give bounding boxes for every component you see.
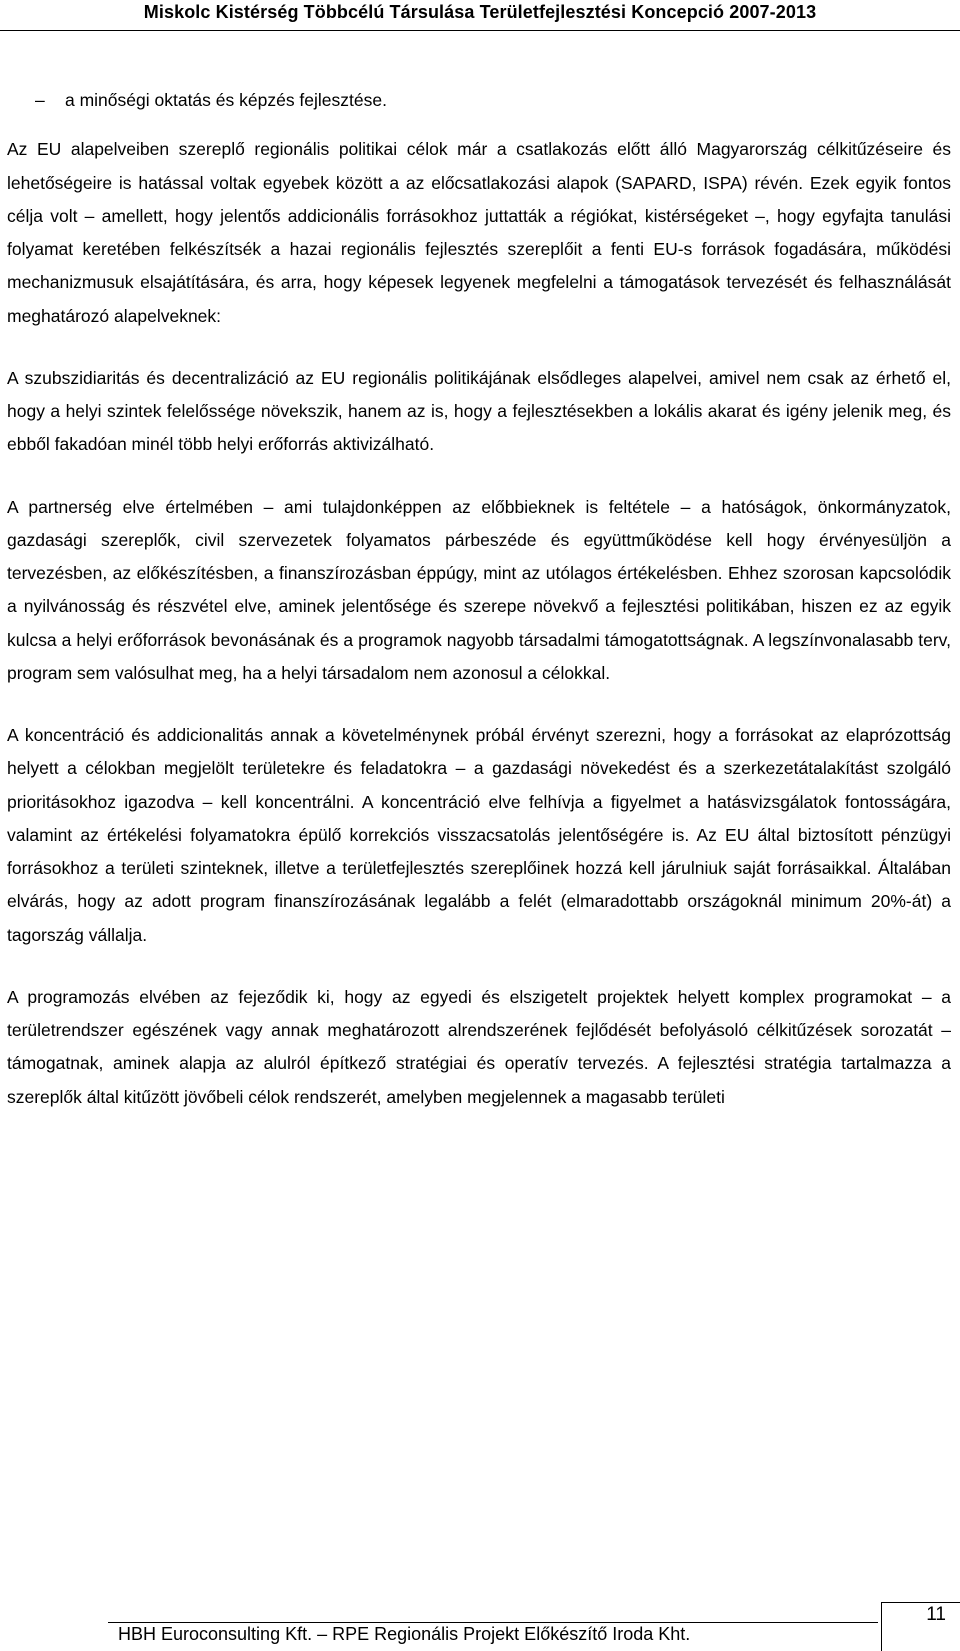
footer-divider — [108, 1622, 878, 1623]
header-title: Miskolc Kistérség Többcélú Társulása Területfejlesztési Koncepció 2007-2013 — [143, 2, 817, 22]
bullet-dash: – — [35, 90, 45, 110]
bullet-text: a minőségi oktatás és képzés fejlesztése. — [65, 90, 387, 110]
page-number-box — [881, 1602, 960, 1651]
page-footer — [0, 1622, 960, 1650]
paragraph-eu-principles: Az EU alapelveiben szereplő regionális politikai célok már a csatlakozás előtt álló Magyarország célkitűzéseire és lehetőségeire is hatással voltak egyebek között a az előcsatlakozási alapok (SAPARD, ISPA) révén. Ezek egyik fontos célja volt – amellett, hogy jelentős addicionális forrásokhoz juttatták a régiókat, kistérségeket –, hogy egyfajta tanulási folyamat keretében felkészítsék a hazai regionális fejlesztés szereplőit a fenti EU-s források fogadására, működési mechanizmusuk elsajátítására, és arra, hogy képesek legyenek megfelelni a támogatások tervezését és felhasználását meghatározó alapelveknek: — [7, 139, 951, 326]
paragraph-subsidiarity: A szubszidiaritás és decentralizáció az EU regionális politikájának elsődleges alapelvei, amivel nem csak az érhető el, hogy a helyi szintek felelőssége növekszik, hanem az is, hogy a fejlesztésekben a lokális akarat és igény jelenik meg, és ebből fakadóan minél több helyi erőforrás aktivizálható. — [7, 367, 951, 455]
footer-text: HBH Euroconsulting Kft. – RPE Regionális Projekt Előkészítő Iroda Kht. — [118, 1624, 691, 1644]
paragraph-concentration: A koncentráció és addicionalitás annak a követelménynek próbál érvényt szerezni, hogy a forrásokat az elaprózottság helyett a célokban megjelölt területekre és feladatokra – a gazdasági növekedést és a szerkezetátalakítást szolgáló prioritásokhoz igazodva – kell koncentrálni. A koncentráció elve felhívja a figyelmet a hatásvizsgálatok fontosságára, valamint az értékelési folyamatokra épülő korrekciós visszacsatolás jelentőségére is. Az EU által biztosított pénzügyi forrásokhoz a területi szinteknek, illetve a területfejlesztés szereplőinek hozzá kell járulniuk saját forrásaikkal. Általában elvárás, hogy az adott program finanszírozásának legalább a felét (elmaradottabb országoknál minimum 20%-át) a tagország vállalja. — [7, 725, 951, 945]
bullet-item — [7, 84, 951, 117]
paragraph-programming: A programozás elvében az fejeződik ki, hogy az egyedi és elszigetelt projektek helyett komplex programokat – a területrendszer egészének vagy annak meghatározott alrendszerének fejlődését befolyásoló célkitűzések sorozatát – támogatnak, aminek alapja az alulról építkező stratégiai és operatív tervezés. A fejlesztési stratégia tartalmazza a szereplők által kitűzött jövőbeli célok rendszerét, amelyben megjelennek a magasabb területi — [7, 986, 951, 1107]
page-number: 11 — [926, 1604, 946, 1625]
page-header — [0, 0, 960, 31]
paragraph-partnership: A partnerség elve értelmében – ami tulajdonképpen az előbbieknek is feltétele – a hatóságok, önkormányzatok, gazdasági szereplők, civil szervezetek folyamatos párbeszéde és együttműködése kell hogy érvényesüljön a tervezésben, az előkészítésben, a finanszírozásban éppúgy, mint az utólagos értékelésben. Ehhez szorosan kapcsolódik a nyilvánosság és részvétel elve, aminek jelentősége és szerepe növekvő a fejlesztési politikában, hiszen ez az egyik kulcsa a helyi erőforrások bevonásának és a programok nagyobb társadalmi támogatottságnak. A legszínvonalasabb terv, program sem valósulhat meg, ha a helyi társadalom nem azonosul a célokkal. — [7, 496, 951, 683]
document-body — [7, 84, 951, 1143]
